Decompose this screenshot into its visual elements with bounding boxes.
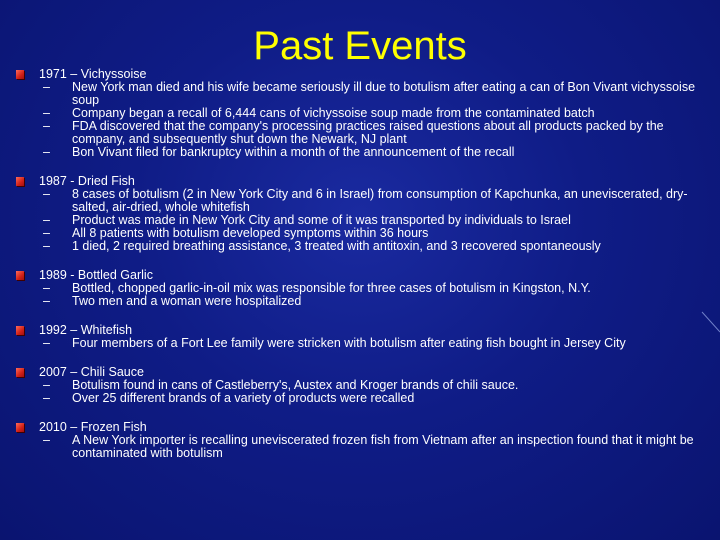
dash-marker: –	[43, 80, 50, 94]
sub-item-text: 1 died, 2 required breathing assistance, 3 treated with antitoxin, and 3 recovered spontaneously	[72, 239, 601, 253]
sub-list	[16, 434, 706, 460]
sub-item	[16, 146, 706, 159]
dash-marker: –	[43, 391, 50, 405]
sub-item	[16, 295, 706, 308]
section-heading: 1992 – Whitefish	[39, 323, 133, 337]
section-heading: 1987 - Dried Fish	[39, 174, 135, 188]
sub-item-text: Two men and a woman were hospitalized	[72, 294, 302, 308]
sub-item	[16, 337, 706, 350]
sub-list	[16, 282, 706, 308]
dash-marker: –	[43, 187, 50, 201]
bullet-icon	[16, 368, 24, 377]
section-4	[16, 365, 706, 405]
sub-list	[16, 379, 706, 405]
sub-item-text: Bon Vivant filed for bankruptcy within a month of the announcement of the recall	[72, 145, 515, 159]
sub-item-text: Four members of a Fort Lee family were stricken with botulism after eating fish bought in Jersey City	[72, 336, 626, 350]
section-3	[16, 323, 706, 350]
sub-list	[16, 81, 706, 159]
sub-item-text: A New York importer is recalling uneviscerated frozen fish from Vietnam after an inspection found that it might be contaminated with botulism	[72, 433, 694, 460]
sub-item-text: All 8 patients with botulism developed symptoms within 36 hours	[72, 226, 429, 240]
dash-marker: –	[43, 336, 50, 350]
bullet-icon	[16, 423, 24, 432]
sub-item-text: Over 25 different brands of a variety of products were recalled	[72, 391, 415, 405]
dash-marker: –	[43, 226, 50, 240]
dash-marker: –	[43, 145, 50, 159]
sub-list	[16, 337, 706, 350]
dash-marker: –	[43, 213, 50, 227]
section-heading: 2007 – Chili Sauce	[39, 365, 144, 379]
dash-marker: –	[43, 294, 50, 308]
section-heading: 2010 – Frozen Fish	[39, 420, 147, 434]
dash-marker: –	[43, 239, 50, 253]
section-2	[16, 268, 706, 308]
bullet-icon	[16, 326, 24, 335]
section-heading: 1989 - Bottled Garlic	[39, 268, 153, 282]
sub-item	[16, 392, 706, 405]
sub-item-text: 8 cases of botulism (2 in New York City and 6 in Israel) from consumption of Kapchunka, an uneviscerated, dry-salted, air-dried, whole whitefish	[72, 187, 688, 214]
dash-marker: –	[43, 433, 50, 447]
sub-item-text: Botulism found in cans of Castleberry's, Austex and Kroger brands of chili sauce.	[72, 378, 519, 392]
sub-item-text: Bottled, chopped garlic-in-oil mix was responsible for three cases of botulism in Kingston, N.Y.	[72, 281, 591, 295]
sub-item-text: New York man died and his wife became seriously ill due to botulism after eating a can of Bon Vivant vichyssoise soup	[72, 80, 696, 107]
sub-list	[16, 188, 706, 253]
dash-marker: –	[43, 106, 50, 120]
section-5	[16, 420, 706, 460]
section-0	[16, 67, 706, 159]
sub-item	[16, 81, 706, 107]
sub-item-text: Product was made in New York City and some of it was transported by individuals to Israel	[72, 213, 571, 227]
bullet-icon	[16, 70, 24, 79]
sub-item	[16, 120, 706, 146]
section-1	[16, 174, 706, 253]
bullet-icon	[16, 177, 24, 186]
sub-item-text: FDA discovered that the company's processing practices raised questions about all products packed by the company, and subsequently shut down the Newark, NJ plant	[72, 119, 664, 146]
sub-item	[16, 188, 706, 214]
sub-item	[16, 434, 706, 460]
bullet-icon	[16, 271, 24, 280]
dash-marker: –	[43, 378, 50, 392]
dash-marker: –	[43, 119, 50, 133]
corner-decoration	[700, 310, 720, 350]
sub-item-text: Company began a recall of 6,444 cans of vichyssoise soup made from the contaminated batch	[72, 106, 595, 120]
dash-marker: –	[43, 281, 50, 295]
slide-title: Past Events	[253, 24, 467, 68]
section-heading: 1971 – Vichyssoise	[39, 67, 147, 81]
sub-item	[16, 240, 706, 253]
slide-content	[16, 67, 706, 475]
